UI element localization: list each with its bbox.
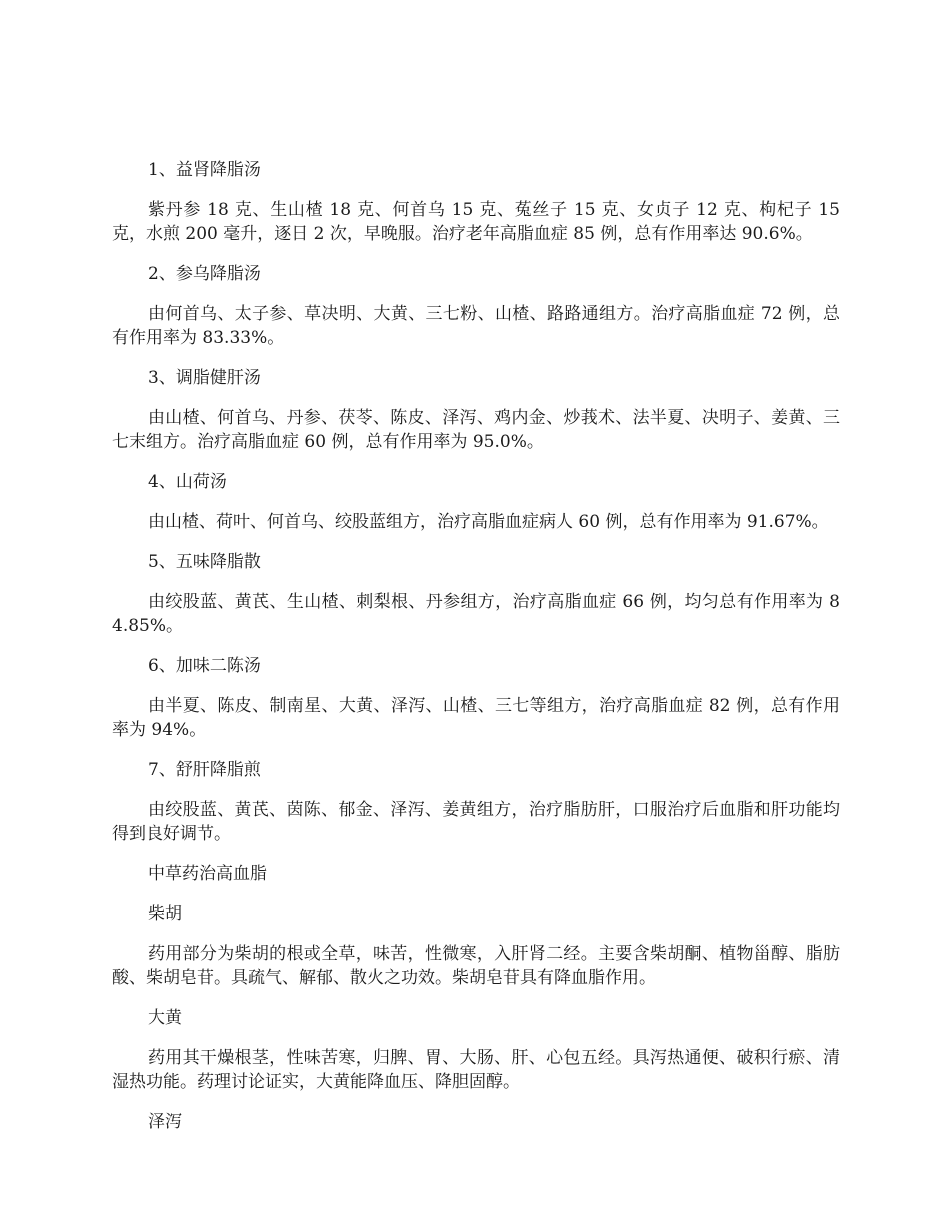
section-body-6: 由半夏、陈皮、制南星、大黄、泽泻、山楂、三七等组方，治疗高脂血症 82 例，总有作用率为 94%。 [112, 696, 840, 740]
section-body-1: 紫丹参 18 克、生山楂 18 克、何首乌 15 克、菟丝子 15 克、女贞子 12 克、枸杞子 15 克，水煎 200 毫升，逐日 2 次，早晚服。治疗老年高脂血症 85 例，总有作用率达 90.6%。 [112, 200, 840, 244]
section-body-3: 由山楂、何首乌、丹参、茯苓、陈皮、泽泻、鸡内金、炒莪术、法半夏、决明子、姜黄、三七末组方。治疗高脂血症 60 例，总有作用率为 95.0%。 [112, 408, 840, 452]
section-body-2: 由何首乌、太子参、草决明、大黄、三七粉、山楂、路路通组方。治疗高脂血症 72 例，总有作用率为 83.33%。 [112, 304, 840, 348]
herb-title-zexie: 泽泻 [148, 1112, 182, 1132]
section-title-6: 6、加味二陈汤 [148, 656, 261, 676]
section-title-2: 2、参乌降脂汤 [148, 264, 261, 284]
section-body-4: 由山楂、荷叶、何首乌、绞股蓝组方，治疗高脂血症病人 60 例，总有作用率为 91.67%。 [148, 512, 829, 532]
herb-body-dahuang: 药用其干燥根茎，性味苦寒，归脾、胃、大肠、肝、心包五经。具泻热通便、破积行瘀、清湿热功能。药理讨论证实，大黄能降血压、降胆固醇。 [112, 1048, 840, 1092]
section-title-3: 3、调脂健肝汤 [148, 368, 261, 388]
document-page [112, 158, 840, 1150]
section-body-5: 由绞股蓝、黄芪、生山楂、刺梨根、丹参组方，治疗高脂血症 66 例，均匀总有作用率为 84.85%。 [112, 592, 840, 636]
herb-title-dahuang: 大黄 [148, 1008, 182, 1028]
section-title-5: 5、五味降脂散 [148, 552, 261, 572]
section-title-1: 1、益肾降脂汤 [148, 160, 261, 180]
herb-title-chaihu: 柴胡 [148, 904, 182, 924]
herb-body-chaihu: 药用部分为柴胡的根或全草，味苦，性微寒，入肝肾二经。主要含柴胡酮、植物甾醇、脂肪酸、柴胡皂苷。具疏气、解郁、散火之功效。柴胡皂苷具有降血脂作用。 [112, 944, 840, 988]
section-title-4: 4、山荷汤 [148, 472, 227, 492]
herbs-heading: 中草药治高血脂 [148, 864, 267, 884]
section-body-7: 由绞股蓝、黄芪、茵陈、郁金、泽泻、姜黄组方，治疗脂肪肝，口服治疗后血脂和肝功能均得到良好调节。 [112, 800, 840, 844]
section-title-7: 7、舒肝降脂煎 [148, 760, 261, 780]
